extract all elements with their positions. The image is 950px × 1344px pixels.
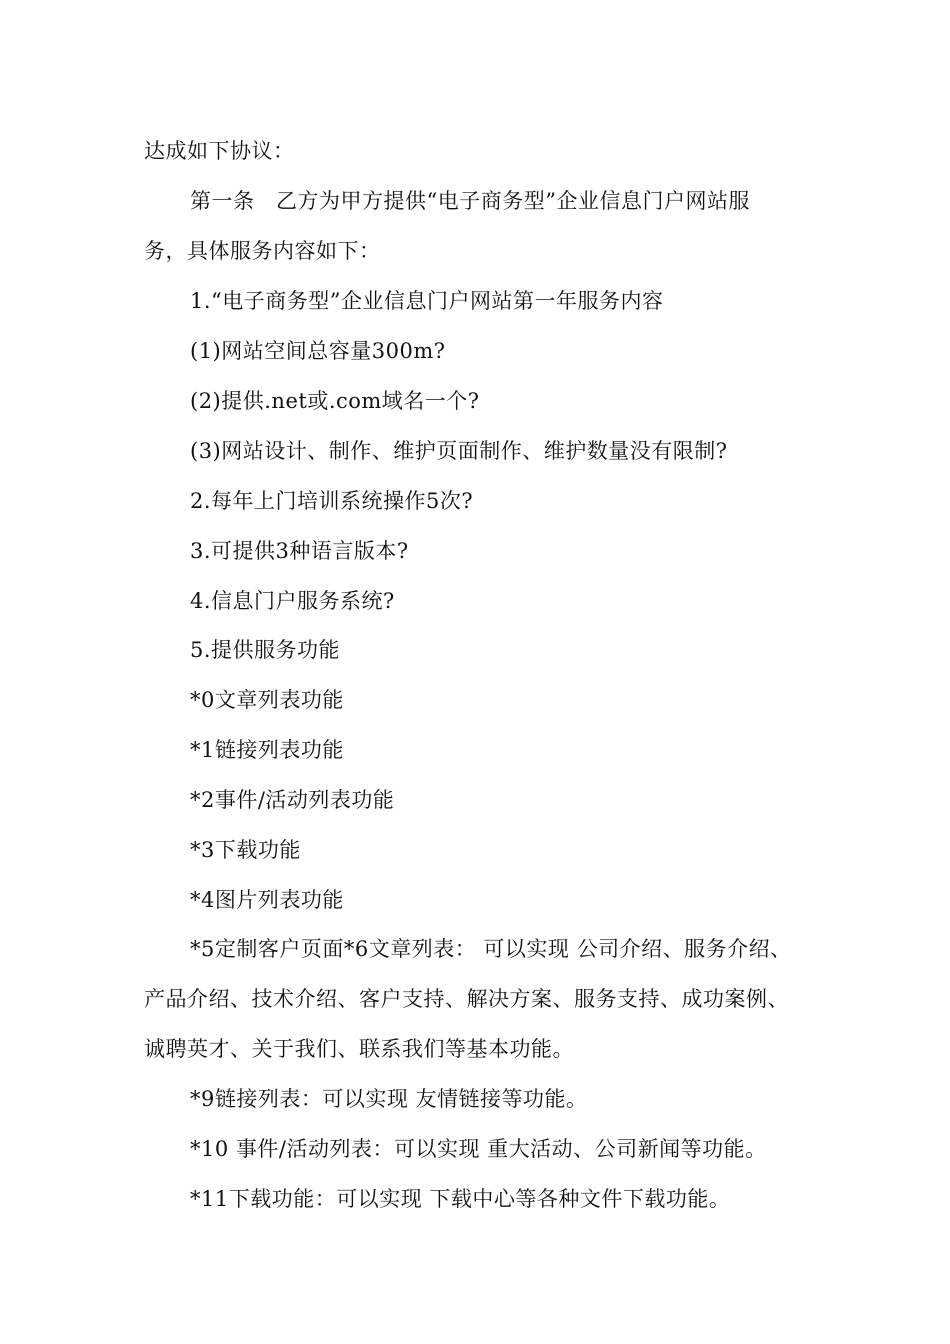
text-line: *0文章列表功能 xyxy=(190,688,344,712)
text-line: *5定制客户页面*6文章列表： 可以实现 公司介绍、服务介绍、 xyxy=(190,937,792,961)
text-line: 1.“电子商务型”企业信息门户网站第一年服务内容 xyxy=(190,289,664,313)
text-line: 诚聘英才、关于我们、联系我们等基本功能。 xyxy=(144,1037,574,1061)
text-line: *9链接列表：可以实现 友情链接等功能。 xyxy=(190,1087,588,1111)
text-line: 达成如下协议： xyxy=(144,139,295,163)
text-line: (2)提供.net或.com域名一个? xyxy=(190,389,480,413)
text-line: *3下载功能 xyxy=(190,838,301,862)
text-line: *11下载功能：可以实现 下载中心等各种文件下载功能。 xyxy=(190,1187,731,1211)
text-line: *1链接列表功能 xyxy=(190,738,344,762)
text-line: *4图片列表功能 xyxy=(190,888,344,912)
text-line: 务，具体服务内容如下： xyxy=(144,239,381,263)
text-line: 5.提供服务功能 xyxy=(190,638,341,662)
text-line: 产品介绍、技术介绍、客户支持、解决方案、服务支持、成功案例、 xyxy=(144,987,789,1011)
text-line: *10 事件/活动列表：可以实现 重大活动、公司新闻等功能。 xyxy=(190,1137,767,1161)
text-line: (1)网站空间总容量300m? xyxy=(190,339,446,363)
text-line: 3.可提供3种语言版本? xyxy=(190,539,409,563)
text-line: 4.信息门户服务系统? xyxy=(190,589,395,613)
text-line: 2.每年上门培训系统操作5次? xyxy=(190,489,474,513)
text-line: (3)网站设计、制作、维护页面制作、维护数量没有限制? xyxy=(190,439,728,463)
text-line: 第一条 乙方为甲方提供“电子商务型”企业信息门户网站服 xyxy=(190,189,750,213)
text-line: *2事件/活动列表功能 xyxy=(190,788,395,812)
